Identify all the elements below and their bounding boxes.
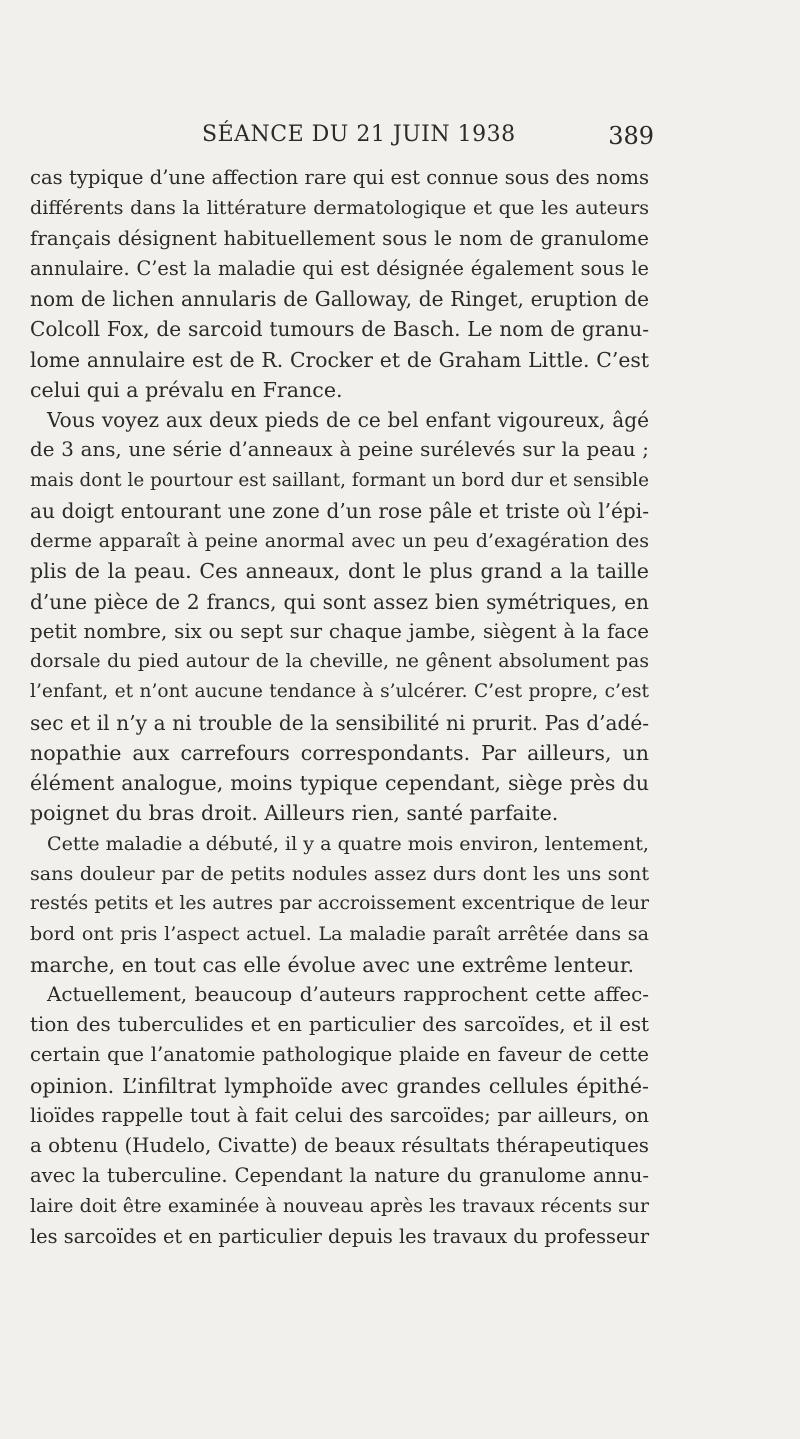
text-line: cas typique d’une affection rare qui est connue sous des noms: [30, 166, 649, 189]
text-line: Colcoll Fox, de sarcoid tumours de Basch. Le nom de granu-: [30, 317, 649, 342]
paragraph: [30, 163, 649, 405]
text-line: tion des tuberculides et en particulier des sarcoïdes, et il est: [30, 1013, 649, 1036]
text-line: avec la tuberculine. Cependant la nature du granulome annu-: [30, 1164, 649, 1188]
text-line: élément analogue, moins typique cependant, siège près du: [30, 771, 649, 795]
running-head: SÉANCE DU 21 JUIN 1938: [202, 122, 516, 147]
text-line: nopathie aux carrefours correspondants. Par ailleurs, un: [30, 740, 649, 765]
text-line: a obtenu (Hudelo, Civatte) de beaux résultats thérapeutiques: [30, 1134, 649, 1157]
text-line: l’enfant, et n’ont aucune tendance à s’ulcérer. C’est propre, c’est: [30, 681, 649, 703]
text-line: annulaire. C’est la maladie qui est désignée également sous le: [30, 256, 649, 280]
text-line: celui qui a prévalu en France.: [30, 377, 343, 402]
text-line: plis de la peau. Ces anneaux, dont le plus grand a la taille: [30, 559, 649, 584]
text-line: lioïdes rappelle tout à fait celui des sarcoïdes; par ailleurs, on: [30, 1103, 649, 1127]
page-header: [30, 116, 656, 152]
text-line: petit nombre, six ou sept sur chaque jambe, siègent à la face: [30, 619, 649, 643]
text-line: d’une pièce de 2 francs, qui sont assez bien symétriques, en: [30, 589, 649, 614]
text-line: sans douleur par de petits nodules assez durs dont les uns sont: [30, 861, 649, 885]
text-line: certain que l’anatomie pathologique plaide en faveur de cette: [30, 1043, 649, 1067]
text-line: Cette maladie a débuté, il y a quatre mois environ, lentement,: [47, 831, 649, 855]
text-line: français désignent habituellement sous le nom de granulome: [30, 226, 649, 250]
text-line: Actuellement, beaucoup d’auteurs rapprochent cette affec-: [47, 982, 649, 1006]
text-line: de 3 ans, une série d’anneaux à peine surélevés sur la peau ;: [30, 438, 649, 462]
page-number: 389: [608, 122, 654, 150]
text-line: Vous voyez aux deux pieds de ce bel enfant vigoureux, âgé: [47, 408, 649, 432]
text-line: différents dans la littérature dermatologique et que les auteurs: [30, 196, 649, 220]
text-line: mais dont le pourtour est saillant, formant un bord dur et sensible: [30, 469, 649, 491]
text-line: les sarcoïdes et en particulier depuis les travaux du professeur: [30, 1224, 650, 1248]
text-line: bord ont pris l’aspect actuel. La maladie paraît arrêtée dans sa: [30, 922, 649, 946]
text-line: sec et il n’y a ni trouble de la sensibilité ni prurit. Pas d’adé-: [30, 710, 649, 735]
text-line: opinion. L’infiltrat lymphoïde avec grandes cellules épithé-: [30, 1073, 649, 1098]
paragraph: [30, 829, 649, 980]
text-line: marche, en tout cas elle évolue avec une extrême lenteur.: [30, 952, 635, 977]
text-line: dorsale du pied autour de la cheville, ne gênent absolument pas: [30, 651, 649, 672]
paragraph: [30, 980, 649, 1252]
text-line: nom de lichen annularis de Galloway, de Ringet, eruption de: [30, 287, 649, 311]
text-line: au doigt entourant une zone d’un rose pâle et triste où l’épi-: [30, 498, 649, 523]
paragraph: [30, 405, 649, 829]
text-line: lome annulaire est de R. Crocker et de Graham Little. C’est: [30, 347, 649, 372]
body-text: [30, 163, 649, 1252]
text-line: poignet du bras droit. Ailleurs rien, santé parfaite.: [30, 801, 559, 826]
text-line: derme apparaît à peine anormal avec un peu d’exagération des: [30, 529, 649, 552]
text-line: laire doit être examinée à nouveau après les travaux récents sur: [30, 1195, 649, 1217]
text-line: restés petits et les autres par accroissement excentrique de leur: [30, 893, 649, 914]
